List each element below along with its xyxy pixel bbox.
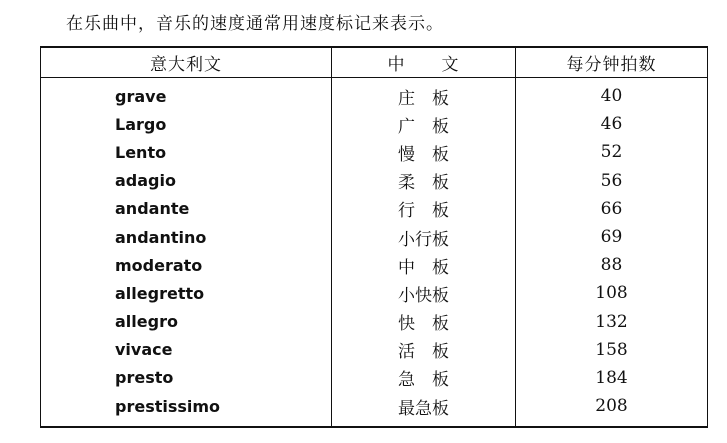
italian-term: Largo	[41, 110, 332, 138]
bpm-value: 56	[600, 170, 623, 191]
table-row	[41, 167, 708, 195]
intro-text: 在乐曲中，音乐的速度通常用速度标记来表示。	[66, 14, 444, 34]
bpm-value: 108	[595, 283, 628, 304]
chinese-term: 最急板	[332, 392, 516, 427]
italian-term: moderato	[41, 251, 332, 279]
bpm-value: 69	[600, 227, 623, 248]
table-row	[41, 308, 708, 336]
bpm-value: 88	[600, 255, 623, 276]
chinese-term: 急 板	[332, 364, 516, 392]
table-row	[41, 138, 708, 166]
bpm-value: 208	[595, 396, 628, 417]
header-bpm: 每分钟拍数	[516, 47, 708, 78]
chinese-term: 小快板	[332, 279, 516, 307]
bpm-value: 184	[595, 367, 628, 388]
chinese-term: 柔 板	[332, 167, 516, 195]
bpm-value: 132	[595, 311, 628, 332]
chinese-term: 庄 板	[332, 78, 516, 111]
italian-term: vivace	[41, 336, 332, 364]
header-chinese: 中 文	[332, 47, 516, 78]
table-header	[41, 47, 708, 78]
chinese-term: 小行板	[332, 223, 516, 251]
table-row	[41, 251, 708, 279]
chinese-term: 活 板	[332, 336, 516, 364]
table-row	[41, 336, 708, 364]
italian-term: Lento	[41, 138, 332, 166]
chinese-term: 中 板	[332, 251, 516, 279]
italian-term: andante	[41, 195, 332, 223]
italian-term: presto	[41, 364, 332, 392]
table-row	[41, 195, 708, 223]
chinese-term: 广 板	[332, 110, 516, 138]
header-italian: 意大利文	[41, 47, 332, 78]
table-body	[41, 78, 708, 428]
italian-term: grave	[41, 78, 332, 111]
chinese-term: 慢 板	[332, 138, 516, 166]
chinese-term: 快 板	[332, 308, 516, 336]
chinese-term: 行 板	[332, 195, 516, 223]
bpm-value: 52	[600, 142, 623, 163]
table-row	[41, 110, 708, 138]
bpm-value: 40	[600, 86, 623, 107]
table-row	[41, 279, 708, 307]
bpm-value: 158	[595, 339, 628, 360]
bpm-value: 66	[600, 198, 623, 219]
tempo-table	[40, 46, 708, 428]
italian-term: allegretto	[41, 279, 332, 307]
table-row	[41, 223, 708, 251]
bpm-value: 46	[600, 114, 623, 135]
italian-term: allegro	[41, 308, 332, 336]
italian-term: adagio	[41, 167, 332, 195]
table-row	[41, 78, 708, 111]
table-row	[41, 392, 708, 427]
italian-term: andantino	[41, 223, 332, 251]
italian-term: prestissimo	[41, 392, 332, 427]
header-row	[41, 47, 708, 78]
table-row	[41, 364, 708, 392]
